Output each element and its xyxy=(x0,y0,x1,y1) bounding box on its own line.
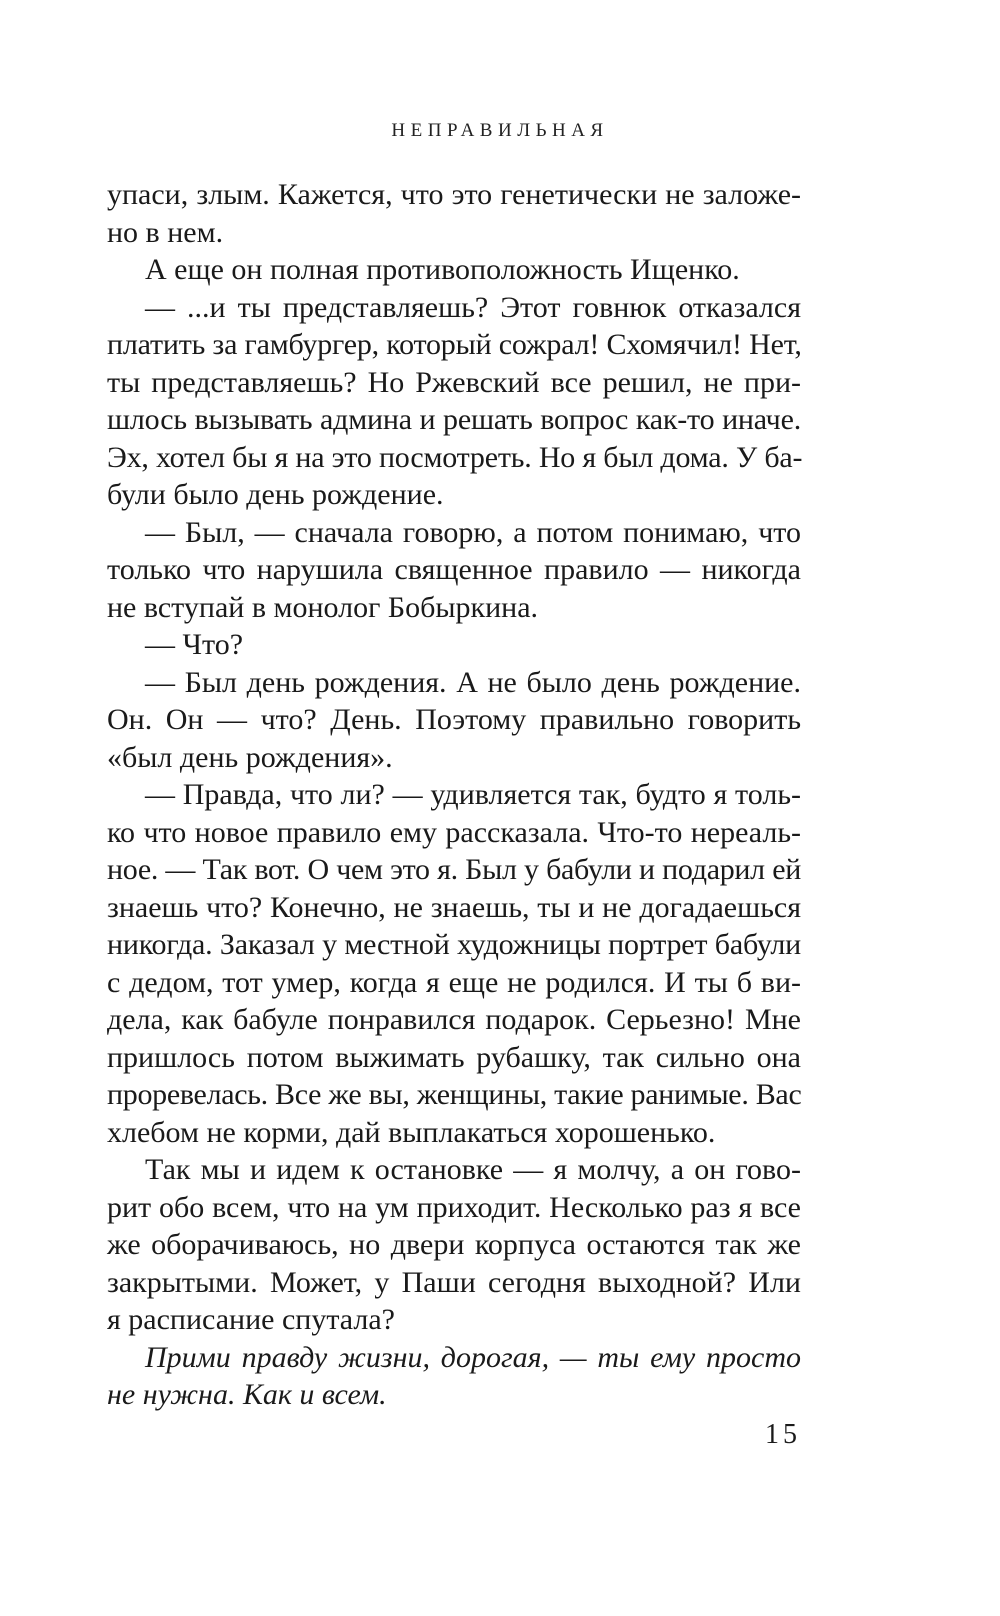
text-line: платить за гамбургер, который сожрал! Схомячил! Нет, xyxy=(107,328,802,361)
text-line: упаси, злым. Кажется, что это генетически не заложе- xyxy=(107,178,801,211)
body-text xyxy=(107,176,801,1414)
text-line: никогда. Заказал у местной художницы портрет бабули xyxy=(107,928,801,961)
text-line: только что нарушила священное правило — никогда xyxy=(107,553,801,586)
text-line: с дедом, тот умер, когда я еще не родился. И ты б ви- xyxy=(107,965,801,999)
text-line: дела, как бабуле понравился подарок. Серьезно! Мне xyxy=(107,1003,801,1036)
text-line: пришлось потом выжимать рубашку, так сильно она xyxy=(107,1040,801,1074)
text-line: но в нем. xyxy=(107,215,224,249)
text-line: А еще он полная противоположность Ищенко. xyxy=(145,253,740,286)
text-line: були было день рождение. xyxy=(107,478,444,511)
text-line: — Был день рождения. А не было день рождение. xyxy=(145,665,801,699)
text-line: же оборачиваюсь, но двери корпуса остаются так же xyxy=(107,1228,801,1261)
text-line: — Был, — сначала говорю, а потом понимаю, что xyxy=(145,515,801,549)
text-line: Он. Он — что? День. Поэтому правильно говорить xyxy=(107,703,801,736)
text-line: шлось вызывать админа и решать вопрос как-то иначе. xyxy=(107,403,801,436)
text-line: хлебом не корми, дай выплакаться хорошенько. xyxy=(107,1115,716,1149)
text-line: ко что новое правило ему рассказала. Что-то нереаль- xyxy=(107,815,801,849)
text-line: Эх, хотел бы я на это посмотреть. Но я был дома. У ба- xyxy=(107,440,803,474)
text-line: не вступай в монолог Бобыркина. xyxy=(107,590,539,624)
text-line: рит обо всем, что на ум приходит. Несколько раз я все xyxy=(107,1190,801,1224)
text-line: — Правда, что ли? — удивляется так, будто я толь- xyxy=(145,778,801,811)
text-line: знаешь что? Конечно, не знаешь, ты и не догадаешься xyxy=(107,890,801,924)
text-line: Так мы и идем к остановке — я молчу, а он гово- xyxy=(145,1153,801,1186)
text-line: я расписание спутала? xyxy=(107,1303,395,1336)
text-line: ное. — Так вот. О чем это я. Был у бабули и подарил ей xyxy=(107,853,801,886)
text-line: — ...и ты представляешь? Этот говнюк отказался xyxy=(145,290,801,324)
text-line: не нужна. Как и всем. xyxy=(107,1378,387,1411)
running-head: НЕПРАВИЛЬНАЯ xyxy=(391,120,609,141)
text-line: закрытыми. Может, у Паши сегодня выходной? Или xyxy=(107,1265,801,1299)
text-line: Прими правду жизни, дорогая, — ты ему просто xyxy=(145,1340,801,1374)
text-line: ты представляешь? Но Ржевский все решил, не при- xyxy=(107,365,801,399)
page-number: 15 xyxy=(765,1419,801,1450)
text-line: — Что? xyxy=(145,628,244,661)
text-line: проревелась. Все же вы, женщины, такие ранимые. Вас xyxy=(107,1078,802,1111)
text-line: «был день рождения». xyxy=(107,740,393,774)
